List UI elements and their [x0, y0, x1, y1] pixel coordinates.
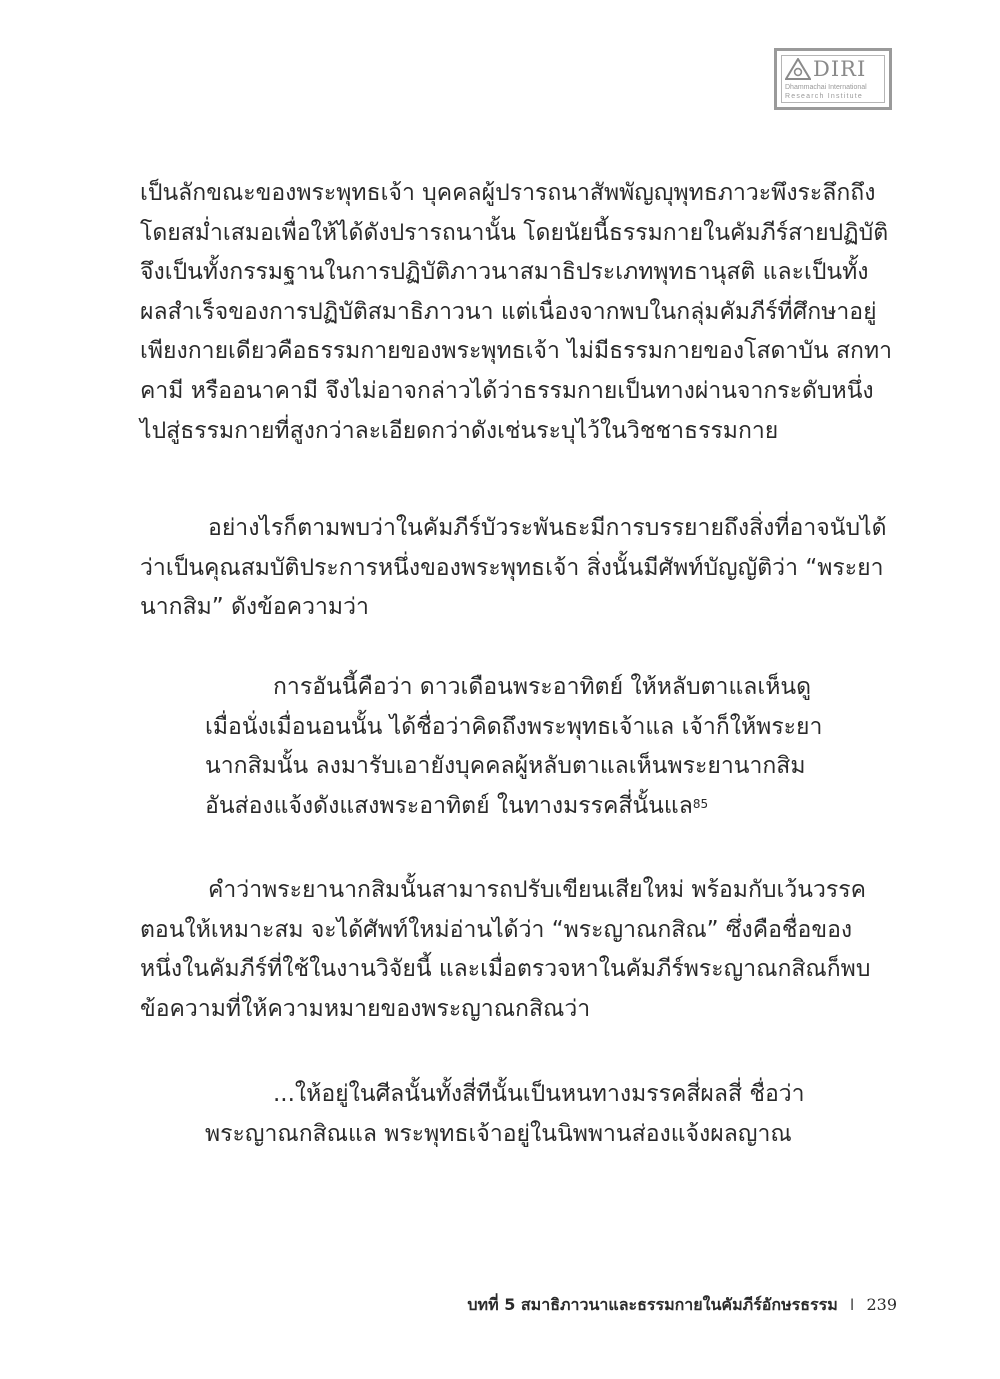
triangle-logo-icon	[785, 58, 811, 80]
footer-separator: I	[849, 1295, 855, 1314]
paragraph-line: โดยสม่ำเสมอเพื่อให้ได้ดังปรารถนานั้น โดยนัยนี้ธรรมกายในคัมภีร์สายปฏิบัติ	[140, 219, 889, 246]
logo-name: DIRI	[813, 57, 867, 81]
paragraph-line: ว่าเป็นคุณสมบัติประการหนึ่งของพระพุทธเจ้า สิ่งนั้นมีศัพท์บัญญัติว่า “พระยา	[140, 554, 884, 581]
logo-subtitle-2: Research Institute	[785, 93, 864, 100]
footnote-marker[interactable]: 85	[692, 796, 709, 811]
paragraph-line: นากสิม” ดังข้อความว่า	[140, 594, 369, 621]
paragraph-line: เพียงกายเดียวคือธรรมกายของพระพุทธเจ้า ไม่มีธรรมกายของโสดาบัน สกทา	[140, 338, 893, 365]
logo-subtitle-1: Dhammachai International	[785, 84, 867, 91]
page-footer	[467, 1293, 897, 1318]
paragraph-line: ตอนให้เหมาะสม จะได้ศัพท์ใหม่อ่านได้ว่า “พระญาณกสิณ” ซึ่งคือชื่อของ	[140, 916, 853, 943]
block-quote-1	[205, 668, 835, 826]
quote-line: ...ให้อยู่ในศีลนั้นทั้งสี่ทีนั้นเป็นหนทางมรรคสี่ผลสี่ ชื่อว่า	[273, 1081, 805, 1107]
diri-logo	[774, 48, 892, 110]
paragraph-line: ไปสู่ธรรมกายที่สูงกว่าละเอียดกว่าดังเช่นระบุไว้ในวิชชาธรรมกาย	[140, 417, 779, 444]
paragraph-line: เป็นลักขณะของพระพุทธเจ้า บุคคลผู้ปรารถนาสัพพัญญุพุทธภาวะพึงระลึกถึง	[140, 180, 876, 206]
quote-line: พระญาณกสิณแล พระพุทธเจ้าอยู่ในนิพพานส่องแจ้งผลญาณ	[205, 1120, 792, 1147]
paragraph-line: จึงเป็นทั้งกรรมฐานในการปฏิบัติภาวนาสมาธิประเภทพุทธานุสติ และเป็นทั้ง	[140, 259, 869, 286]
quote-line: นากสิมนั้น ลงมารับเอายังบุคคลผู้หลับตาแลเห็นพระยานากสิม	[205, 753, 806, 780]
paragraph-2	[140, 509, 896, 628]
quote-line: เมื่อนั่งเมื่อนอนนั้น ได้ชื่อว่าคิดถึงพระพุทธเจ้าแล เจ้าก็ให้พระยา	[205, 713, 823, 740]
paragraph-line: คำว่าพระยานากสิมนั้นสามารถปรับเขียนเสียใหม่ พร้อมกับเว้นวรรค	[208, 877, 867, 903]
paragraph-line: หนึ่งในคัมภีร์ที่ใช้ในงานวิจัยนี้ และเมื่อตรวจหาในคัมภีร์พระญาณกสิณก็พบ	[140, 956, 871, 983]
quote-line-last	[205, 787, 835, 827]
paragraph-line: ข้อความที่ให้ความหมายของพระญาณกสิณว่า	[140, 995, 591, 1022]
page-number: 239	[866, 1295, 897, 1314]
quote-line: การอันนี้คือว่า ดาวเดือนพระอาทิตย์ ให้หลับตาแลเห็นดู	[273, 674, 812, 700]
paragraph-line: คามี หรืออนาคามี จึงไม่อาจกล่าวได้ว่าธรรมกายเป็นทางผ่านจากระดับหนึ่ง	[140, 377, 874, 404]
paragraph-line: ผลสำเร็จของการปฏิบัติสมาธิภาวนา แต่เนื่องจากพบในกลุ่มคัมภีร์ที่ศึกษาอยู่	[140, 298, 877, 325]
block-quote-2	[205, 1075, 835, 1154]
paragraph-line: อย่างไรก็ตามพบว่าในคัมภีร์บัวระพันธะมีการบรรยายถึงสิ่งที่อาจนับได้	[208, 515, 887, 541]
quote-line-text: อันส่องแจ้งดังแสงพระอาทิตย์ ในทางมรรคสี่นั้นแล	[205, 792, 693, 819]
paragraph-1	[140, 174, 896, 451]
chapter-title: บทที่ 5 สมาธิภาวนาและธรรมกายในคัมภีร์อักษรธรรม	[467, 1295, 838, 1314]
paragraph-3	[140, 871, 896, 1029]
